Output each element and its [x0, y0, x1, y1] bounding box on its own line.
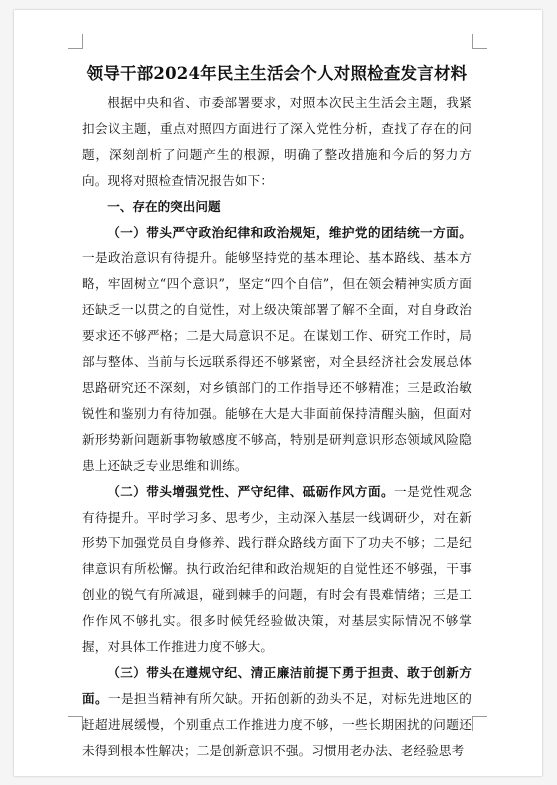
subsection-body-1: 一是政治意识有待提升。能够坚持党的基本理论、基本路线、基本方略，牢固树立“四个意识”，坚定“四个自信”，但在领会精神实质方面还缺乏一以贯之的自觉性，对上级决策部署了解不全面，对自身政治要求还不够严格；二是大局意识不足。在谋划工作、研究工作时，局部与整体、当前与长远联系得还不够紧密，对全县经济社会发展总体思路研究还不深刻，对乡镇部门的工作指导还不够精准；三是政治敏锐性和鉴别力有待加强。能够在大是大非面前保持清醒头脑，但面对新形势新问题新事物敏感度不够高，特别是研判意识形态领域风险隐患上还缺乏专业思维和训练。: [82, 250, 472, 473]
document-title: 领导干部2024年民主生活会个人对照检查发言材料: [86, 64, 468, 83]
section-heading: 一、存在的突出问题: [107, 198, 221, 214]
margin-corner-bottom-left: [68, 716, 83, 731]
subsection-paragraph-3: [82, 660, 472, 764]
subsection-paragraph-1: [82, 220, 472, 479]
margin-corner-bottom-right: [472, 716, 487, 731]
document-body: [82, 62, 472, 764]
document-page: [14, 10, 542, 776]
subsection-body-3: 一是担当精神有所欠缺。开拓创新的劲头不足，对标先进地区的赶超进展缓慢，个别重点工作推进力度不够，一些长期困扰的问题还未得到根本性解决；二是创新意识不强。习惯用老办法、老经验思考: [82, 690, 472, 758]
subsection-heading-2: （二）带头增强党性、严守纪律、砥砺作风方面。: [107, 483, 395, 499]
subsection-paragraph-2: [82, 479, 472, 660]
subsection-heading-1: （一）带头严守政治纪律和政治规矩，维护党的团结统一方面。: [107, 224, 472, 240]
intro-paragraph: 根据中央和省、市委部署要求，对照本次民主生活会主题，我紧扣会议主题，重点对照四方面进行了深入党性分析，查找了存在的问题，深刻剖析了问题产生的根源，明确了整改措施和今后的努力方向。现将对照检查情况报告如下：: [82, 95, 472, 188]
subsection-body-2: 一是党性观念有待提升。平时学习多、思考少，主动深入基层一线调研少，对在新形势下加强党员自身修养、践行群众路线方面下了功夫不够；二是纪律意识有所松懈。执行政治纪律和政治规矩的自觉性还不够强，干事创业的锐气有所减退，碰到棘手的问题，有时会有畏难情绪；三是工作作风不够扎实。很多时候凭经验做决策，对基层实际情况不够掌握，对具体工作推进力度不够大。: [82, 483, 472, 655]
margin-corner-top-left: [68, 34, 83, 49]
margin-corner-top-right: [472, 34, 487, 49]
subsection-heading-3: （三）带头在遵规守纪、清正廉洁前提下勇于担责、敢于创新方面。: [82, 664, 472, 706]
